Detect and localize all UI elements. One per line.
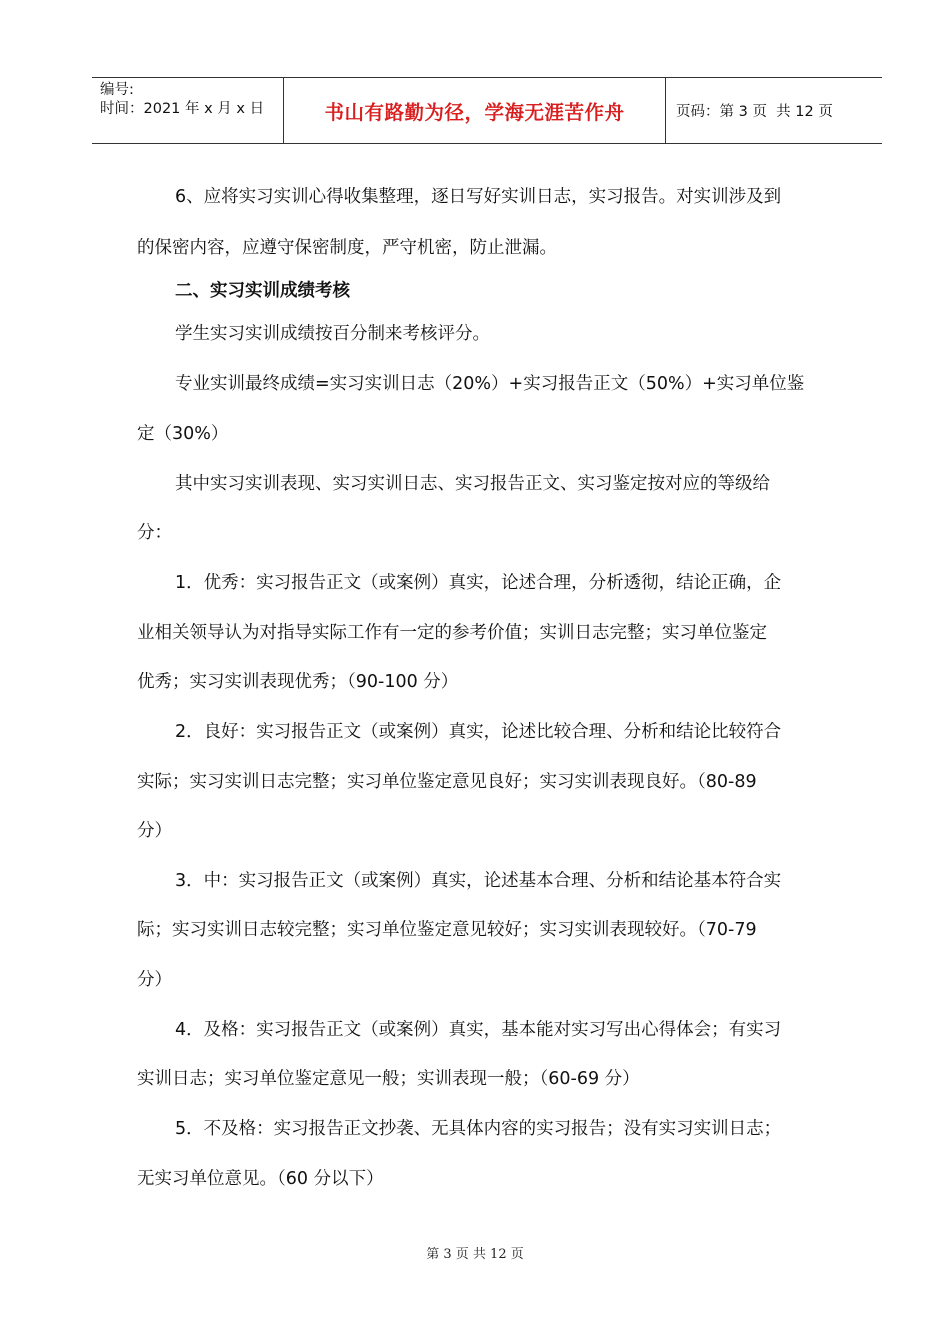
- body-line: 无实习单位意见。（60 分以下）: [137, 1169, 384, 1189]
- body-line: 的保密内容，应遵守保密制度，严守机密，防止泄漏。: [137, 238, 557, 258]
- document-number-label: 编号:: [100, 82, 134, 98]
- body-line: 分）: [137, 970, 172, 990]
- body-line: 6、应将实习实训心得收集整理，逐日写好实训日志，实习报告。对实训涉及到: [175, 187, 782, 207]
- grade-excellent-line: 1．优秀：实习报告正文（或案例）真实，论述合理，分析透彻，结论正确，企: [175, 573, 782, 593]
- header-page-info: [666, 78, 882, 143]
- body-line: 实训日志；实习单位鉴定意见一般；实训表现一般；（60-69 分）: [137, 1069, 640, 1089]
- grade-pass-line: 4．及格：实习报告正文（或案例）真实，基本能对实习写出心得体会；有实习: [175, 1020, 782, 1040]
- header-meta: [92, 78, 284, 143]
- body-line: 分：: [137, 523, 172, 543]
- body-line: 优秀；实习实训表现优秀；（90-100 分）: [137, 672, 459, 692]
- document-header: [92, 77, 882, 144]
- grade-fail-line: 5．不及格：实习报告正文抄袭、无具体内容的实习报告；没有实习实训日志；: [175, 1119, 782, 1139]
- body-line: 专业实训最终成绩=实习实训日志（20%）+实习报告正文（50%）+实习单位鉴: [175, 374, 805, 394]
- grade-good-line: 2．良好：实习报告正文（或案例）真实，论述比较合理、分析和结论比较符合: [175, 722, 782, 742]
- header-motto: 书山有路勤为径，学海无涯苦作舟: [284, 78, 666, 143]
- body-line: 学生实习实训成绩按百分制来考核评分。: [175, 324, 490, 344]
- body-line: 业相关领导认为对指导实际工作有一定的参考价值；实训日志完整；实习单位鉴定: [137, 623, 767, 643]
- section-heading: 二、实习实训成绩考核: [175, 281, 350, 301]
- body-line: 际；实习实训日志较完整；实习单位鉴定意见较好；实习实训表现较好。（70-79: [137, 920, 757, 940]
- body-line: 分）: [137, 821, 172, 841]
- document-time: 时间：2021 年 x 月 x 日: [100, 101, 265, 117]
- body-line: 实际；实习实训日志完整；实习单位鉴定意见良好；实习实训表现良好。（80-89: [137, 772, 757, 792]
- grade-medium-line: 3．中：实习报告正文（或案例）真实，论述基本合理、分析和结论基本符合实: [175, 871, 782, 891]
- page-footer: 第 3 页 共 12 页: [426, 1247, 524, 1262]
- body-line: 其中实习实训表现、实习实训日志、实习报告正文、实习鉴定按对应的等级给: [175, 474, 770, 494]
- page-info-text: 页码：第 3 页 共 12 页: [676, 104, 833, 120]
- body-line: 定（30%）: [137, 424, 229, 444]
